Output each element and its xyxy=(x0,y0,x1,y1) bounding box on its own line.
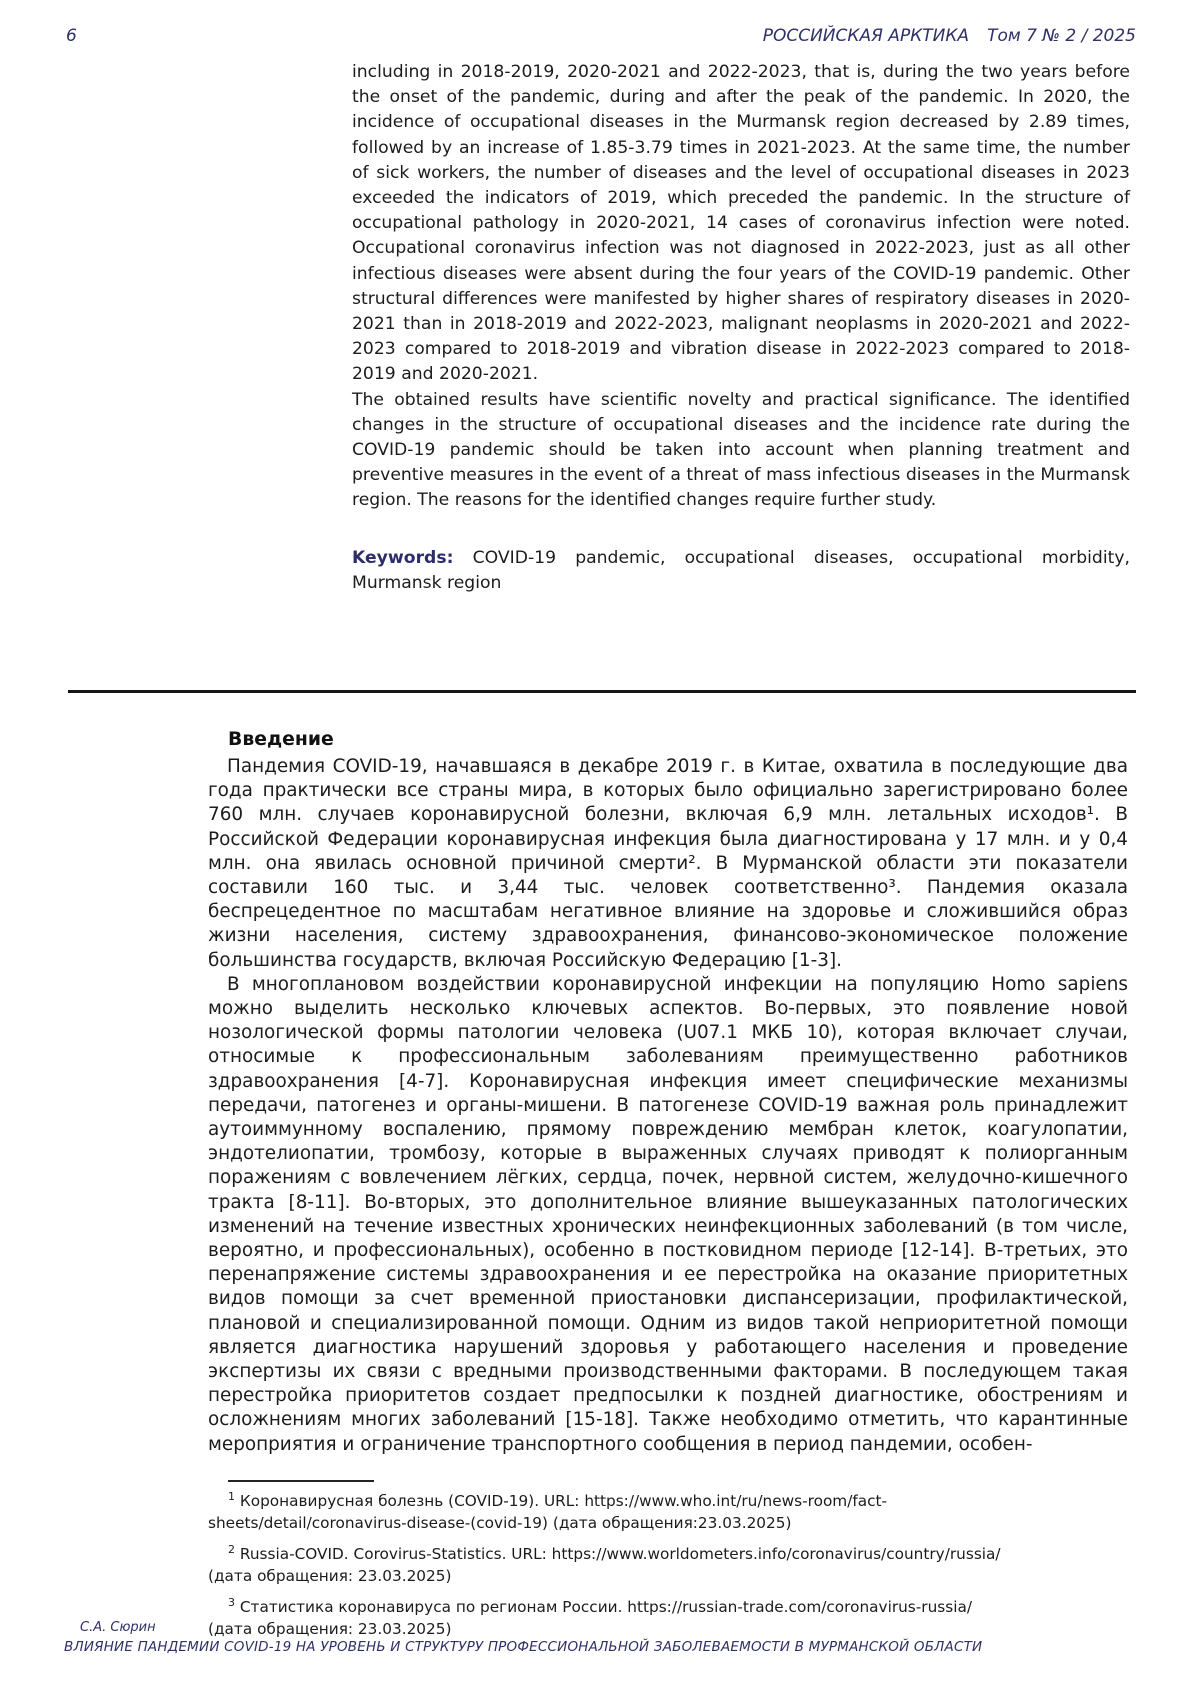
page-header xyxy=(66,26,1136,46)
footnote-2 xyxy=(208,1544,1008,1587)
footnote-marker: 3 xyxy=(228,1595,235,1609)
footnote-text: Коронавирусная болезнь (COVID-19). URL: https://www.who.int/ru/news-room/fact-sheets/detail/coronavirus-disease-(covid-19) (дата обращения:23.03.2025) xyxy=(208,1492,888,1532)
footnote-text: Russia-COVID. Corovirus-Statistics. URL: https://www.worldometers.info/coronavirus/country/russia/ (дата обращения: 23.03.2025) xyxy=(208,1545,1001,1585)
body-paragraph: В многоплановом воздействии коронавирусной инфекции на популяцию Homo sapiens можно выделить несколько ключевых аспектов. Во-первых, это появление новой нозологической формы патологии человека (U07.1 МКБ 10), которая включает случаи, относимые к профессиональным заболеваниям преимущественно работников здравоохранения [4-7]. Коронавирусная инфекция имеет специфические механизмы передачи, патогенез и органы-мишени. В патогенезе COVID-19 важная роль принадлежит аутоиммунному воспалению, прямому повреждению мембран клеток, коагулопатии, эндотелиопатии, тромбозу, которые в выраженных случаях приводят к полиорганным поражениям с вовлечением лёгких, сердца, почек, нервной систем, желудочно-кишечного тракта [8-11]. Во-вторых, это дополнительное влияние вышеуказанных патологических изменений на течение известных хронических неинфекционных заболеваний (в том числе, вероятно, и профессиональных), особенно в постковидном периоде [12-14]. В-третьих, это перенапряжение системы здравоохранения и ее перестройка на оказание приоритетных видов помощи за счет временной приостановки диспансеризации, профилактической, плановой и специализированной помощи. Одним из видов такой неприоритетной помощи является диагностика нарушений здоровья у работающего населения и проведение экспертизы их связи с вредными производственными факторами. В последующем такая перестройка приоритетов создает предпосылки к поздней диагностике, обострениям и осложнениям многих заболеваний [15-18]. Также необходимо отметить, что карантинные мероприятия и ограничение транспортного сообщения в период пандемии, особен- xyxy=(208,973,1128,1455)
english-abstract xyxy=(352,60,1130,596)
journal-issue-info: Том 7 № 2 / 2025 xyxy=(987,26,1136,46)
footer-author: С.А. Сюрин xyxy=(80,1620,156,1635)
body-paragraph: Пандемия COVID-19, начавшаяся в декабре 2019 г. в Китае, охватила в последующие два года практически все страны мира, в которых было официально зарегистрировано более 760 млн. случаев коронавирусной болезни, включая 6,9 млн. летальных исходов¹. В Российской Федерации коронавирусная инфекция была диагностирована у 17 млн. и у 0,4 млн. она явилась основной причиной смерти². В Мурманской области эти показатели составили 160 тыс. и 3,44 тыс. человек соответственно³. Пандемия оказала беспрецедентное по масштабам негативное влияние на здоровье и сложившийся образ жизни населения, систему здравоохранения, финансово-экономическое положение большинства государств, включая Российскую Федерацию [1-3]. xyxy=(208,756,1128,971)
page-number: 6 xyxy=(66,26,77,46)
abstract-paragraph: including in 2018-2019, 2020-2021 and 2022-2023, that is, during the two years before the onset of the pandemic, during and after the peak of the pandemic. In 2020, the incidence of occupational diseases in the Murmansk region decreased by 2.89 times, followed by an increase of 1.85-3.79 times in 2021-2023. At the same time, the number of sick workers, the number of diseases and the level of occupational diseases in 2023 exceeded the indicators of 2019, which preceded the pandemic. In the structure of occupational pathology in 2020-2021, 14 cases of coronavirus infection were noted. Occupational coronavirus infection was not diagnosed in 2022-2023, just as all other infectious diseases were absent during the four years of the COVID-19 pandemic. Other structural differences were manifested by higher shares of respiratory diseases in 2020-2021 than in 2018-2019 and 2022-2023, malignant neoplasms in 2020-2021 and 2022-2023 compared to 2018-2019 and vibration disease in 2022-2023 compared to 2018-2019 and 2020-2021. xyxy=(352,62,1130,385)
footnote-1 xyxy=(208,1491,1008,1534)
footnote-divider xyxy=(228,1480,374,1482)
keywords-text: COVID-19 pandemic, occupational diseases, occupational morbidity, Murmansk region xyxy=(352,547,1130,593)
abstract-paragraph: The obtained results have scientific novelty and practical significance. The identified changes in the structure of occupational diseases and the incidence rate during the COVID-19 pandemic should be taken into account when planning treatment and preventive measures in the event of a threat of mass infectious diseases in the Murmansk region. The reasons for the identified changes require further study. xyxy=(352,389,1130,511)
introduction-heading: Введение xyxy=(228,729,334,750)
footnote-text: Статистика коронавируса по регионам России. https://russian-trade.com/coronavirus-russia/ (дата обращения: 23.03.2025) xyxy=(208,1598,972,1638)
footnote-marker: 1 xyxy=(228,1489,235,1503)
keywords-line xyxy=(352,546,1130,596)
journal-header xyxy=(763,26,1136,46)
keywords-label: Keywords: xyxy=(352,547,454,568)
page-footer xyxy=(64,1620,1136,1655)
introduction-section xyxy=(208,728,1128,1482)
footer-running-title: ВЛИЯНИЕ ПАНДЕМИИ COVID-19 НА УРОВЕНЬ И СТРУКТУРУ ПРОФЕССИОНАЛЬНОЙ ЗАБОЛЕВАЕМОСТИ В МУРМАНСКОЙ ОБЛАСТИ xyxy=(64,1639,983,1655)
journal-title: РОССИЙСКАЯ АРКТИКА xyxy=(762,26,970,46)
footnote-marker: 2 xyxy=(228,1542,235,1556)
section-divider xyxy=(68,690,1136,693)
